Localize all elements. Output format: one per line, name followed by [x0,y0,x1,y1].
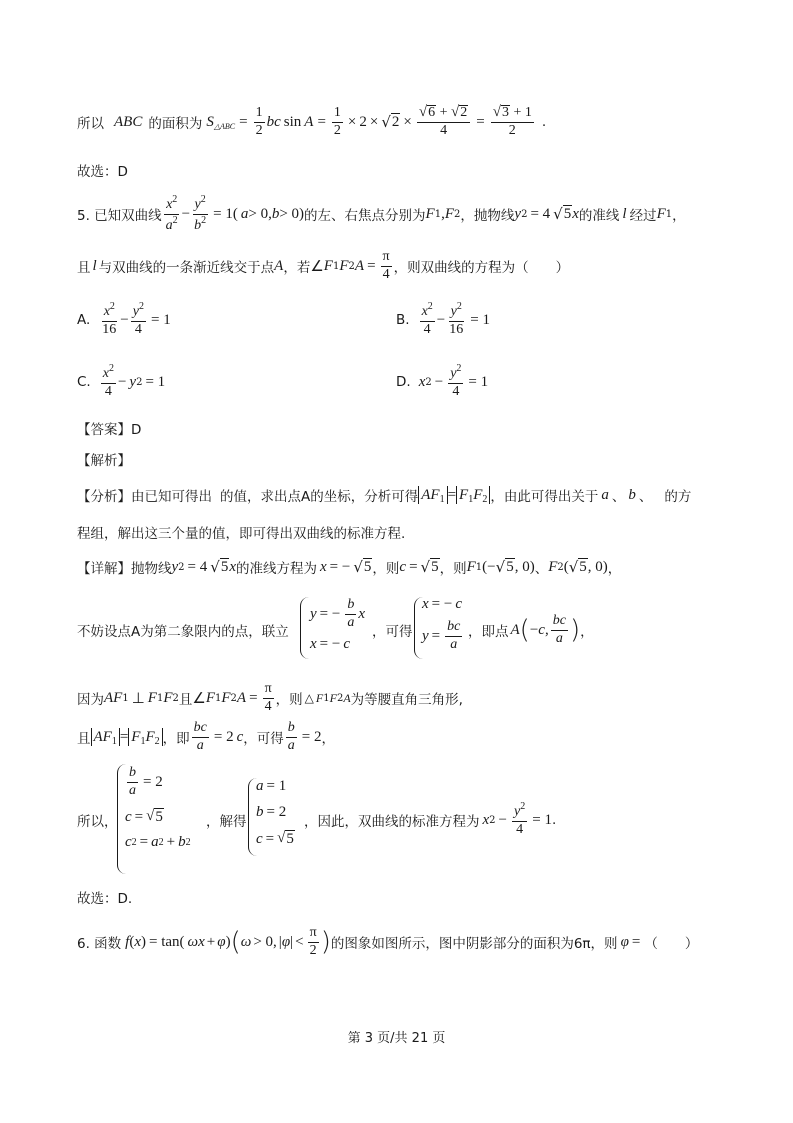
area-formula-line: 所以 ABC 的面积为 $S_{\triangle ABC}$ = $\frac{1}{2}$ bc sin A = $\frac{1}{2}$ × 2 × √ 2 × √ 6 + √ 2 4 = √ 3 + 1 2 . [77,104,547,139]
analysis-tag: 【解析】 [77,453,131,469]
fenxi-line-2: 程组，解出这三个量的值，即可得出双曲线的标准方程. [77,526,406,542]
and-line: 且 $AF_1$ = $F_1F_2$ ，即 $\frac{bc}{a}$ = 2 c ，可得 $\frac{b}{a}$ = 2 ， [77,719,335,753]
xiangjie-line: 【详解】抛物线 y 2 = 4 √ 5 x 的准线方程为 x = − √ 5 ，则 c = √ 5 ，则 F 1 (− √ 5 , 0) 、 F 2 ( √ 5 , 0) ， [77,558,622,577]
assume-line-text-b: ，可得 [372,624,413,640]
so-line-text-b: ，解得 [206,814,247,830]
because-line: 因为 AF 1 ⊥ F 1 F 2 且 ∠ F 1 F 2 A = $\frac{\pi}{4}$ ，则 △ F 1 F 2 A 为等腰直角三角形, [77,680,463,714]
answer-5: 故选：D. [77,891,133,907]
q5-stem-line-2: 且 l 与双曲线的一条渐近线交于点 A ，若 ∠ F 1 F 2 A = $\frac{\pi}{4}$ ，则双曲线的方程为（ ） [77,248,570,282]
system-brace-1 [300,597,309,659]
so-line-text-a: 所以， [77,814,118,830]
q5-option-d[interactable]: D. x 2 − $\frac{y^2}{4}$ = 1 [396,363,489,399]
assume-line-text-a: 不妨设点A为第二象限内的点，联立 [77,624,289,640]
q6-stem: 6. 函数 f ( x ) = tan( ωx + φ ) ( ω > 0, | φ | < $\frac{\pi}{2}$ ) 的图象如图所示，图中阴影部分的面积为6π，则 φ = （ ） [77,924,699,958]
fenxi-line-1: 【分析】由已知可得出 的值，求出点A的坐标，分析可得 $AF_1$ = $F_1F_2$ ，由此可得出关于 a 、 b 、 的方 [77,486,692,505]
so-line-text-c: ，因此，双曲线的标准方程为 x 2 − $\frac{y^2}{4}$ = 1 . [304,801,557,837]
q5-stem-line-1: 5. 已知双曲线 $\frac{x^2}{a^2}$ − $\frac{y^2}{b^2}$ = 1( a > 0, b > 0) 的左、右焦点分别为 F 1 , F 2 ，抛物线 y 2 = 4 √ 5 x 的准线 l 经过 F 1 ， [77,193,686,233]
q5-option-b[interactable]: B. $\frac{x^2}{4}$ − $\frac{y^2}{16}$ = 1 [396,301,490,337]
assume-line-text-c: ，即点 A ( − c , $\frac{bc}{a}$ ) ， [468,612,594,646]
page-footer: 第 3 页/共 21 页 [347,1031,446,1046]
answer-4: 故选：D [77,164,128,180]
q5-option-a[interactable]: A. $\frac{x^2}{16}$ − $\frac{y^2}{4}$ = 1 [77,301,171,337]
answer-tag: 【答案】D [77,422,142,438]
q5-option-c[interactable]: C. $\frac{x^2}{4}$ − y 2 = 1 [77,363,166,399]
